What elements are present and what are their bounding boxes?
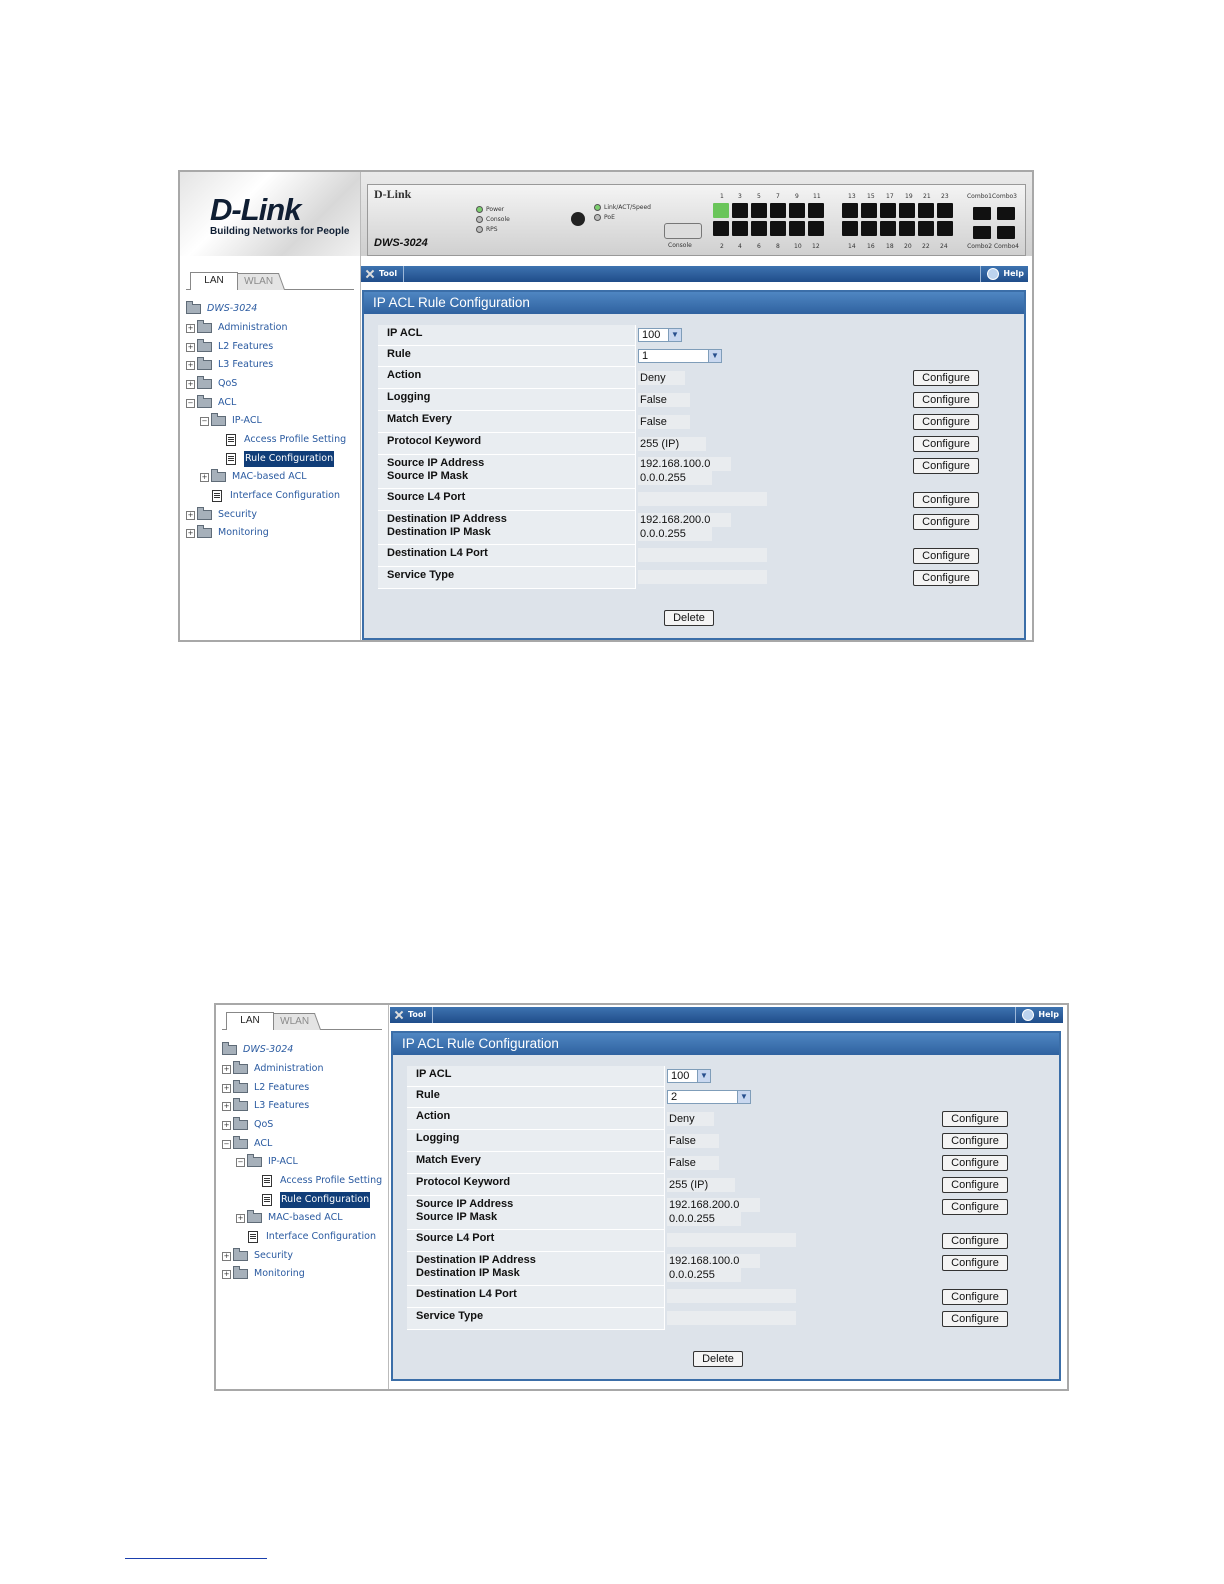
configure-match-every-button[interactable]: Configure (913, 414, 979, 430)
expand-icon[interactable]: + (187, 360, 194, 369)
tool-menu[interactable]: Tool (365, 266, 404, 282)
tree-root[interactable] (186, 301, 257, 317)
tree-item-qos[interactable]: + QoS (187, 378, 238, 389)
page-title: IP ACL Rule Configuration (393, 1033, 1059, 1055)
expand-icon[interactable]: + (187, 379, 194, 388)
tab-wlan[interactable] (267, 1013, 321, 1030)
folder-icon (233, 1064, 248, 1074)
protocol-value: 255 (IP) (638, 437, 706, 451)
port-icon (861, 203, 877, 218)
tool-icon (394, 1010, 404, 1020)
screenshot-rule-2 (214, 1003, 1069, 1391)
action-value: Deny (638, 371, 685, 385)
tab-wlan[interactable] (231, 273, 285, 290)
help-icon (987, 268, 999, 280)
configure-logging-button[interactable]: Configure (942, 1133, 1008, 1149)
field-label: Destination IP Address Destination IP Mask (378, 511, 636, 545)
port-icon (973, 226, 991, 239)
configure-action-button[interactable]: Configure (942, 1111, 1008, 1127)
port-number: 24 (940, 243, 948, 250)
dlink-logo (180, 172, 360, 256)
port-icon (899, 203, 915, 218)
collapse-icon[interactable]: − (237, 1157, 244, 1166)
destination-mask-value: 0.0.0.255 (638, 527, 712, 541)
row-destination-port (407, 1286, 1013, 1308)
port-number: 18 (886, 243, 894, 250)
folder-icon (211, 472, 226, 482)
source-mask-value: 0.0.0.255 (667, 1212, 741, 1226)
tree-item-l2-features[interactable]: + L2 Features (223, 1082, 310, 1093)
port-number: 13 (848, 193, 856, 200)
field-label: Service Type (407, 1308, 665, 1330)
service-type-value (667, 1311, 796, 1325)
field-label: Service Type (378, 567, 636, 589)
folder-icon (222, 1045, 237, 1055)
row-source-ip (407, 1196, 1013, 1230)
combo-label-bottom: Combo2 Combo4 (967, 243, 1019, 250)
folder-icon (247, 1213, 262, 1223)
tab-bar (186, 271, 354, 290)
port-number: 16 (867, 243, 875, 250)
port-icon (732, 203, 748, 218)
chevron-down-icon: ▼ (708, 350, 721, 362)
configure-action-button[interactable]: Configure (913, 370, 979, 386)
port-number: 11 (813, 193, 821, 200)
rule-config-panel (362, 290, 1026, 640)
tree-item-security[interactable]: + Security (187, 509, 258, 520)
port-number: 15 (867, 193, 875, 200)
field-label: IP ACL (378, 325, 636, 346)
expand-icon[interactable]: + (187, 342, 194, 351)
port-icon (808, 221, 824, 236)
footnote-divider (125, 1558, 267, 1559)
row-ip-acl (407, 1066, 1013, 1087)
device-faceplate (367, 184, 1026, 256)
screenshot-rule-1 (178, 170, 1034, 642)
row-logging (378, 389, 984, 411)
port-icon (918, 203, 934, 218)
port-number: 1 (720, 193, 724, 200)
tree-item-access-profile-setting[interactable]: Access Profile Setting (262, 1173, 382, 1189)
combo-label-top: Combo1Combo3 (966, 193, 1017, 200)
expand-icon[interactable]: + (223, 1269, 230, 1278)
port-icon (751, 203, 767, 218)
port-icon (880, 221, 896, 236)
port-number: 12 (812, 243, 820, 250)
port-icon (861, 221, 877, 236)
destination-port-value (638, 548, 767, 562)
port-icon (899, 221, 915, 236)
folder-icon (197, 323, 212, 333)
match-every-value: False (638, 415, 690, 429)
tab-bar (222, 1011, 382, 1030)
expand-icon[interactable]: + (223, 1120, 230, 1129)
expand-icon[interactable]: + (223, 1251, 230, 1260)
tree-item-acl[interactable]: − ACL (223, 1138, 273, 1149)
led-icon (594, 214, 601, 221)
chevron-down-icon: ▼ (668, 329, 681, 341)
row-source-port (407, 1230, 1013, 1252)
tree-item-administration[interactable]: + Administration (187, 322, 288, 333)
field-label: Action (407, 1108, 665, 1130)
field-label: Source IP Address Source IP Mask (407, 1196, 665, 1230)
folder-open-icon (211, 416, 226, 426)
row-match-every (378, 411, 984, 433)
tree-item-l3-features[interactable]: + L3 Features (223, 1100, 310, 1111)
destination-ip-value: 192.168.100.0 (667, 1254, 760, 1268)
destination-mask-value: 0.0.0.255 (667, 1268, 741, 1282)
folder-icon (233, 1120, 248, 1130)
help-menu[interactable]: Help (1015, 1007, 1059, 1023)
expand-icon[interactable]: + (187, 528, 194, 537)
content-pane (361, 172, 1032, 640)
status-leds: Power Console RPS (476, 205, 510, 235)
field-label: Destination L4 Port (407, 1286, 665, 1308)
page-title: IP ACL Rule Configuration (364, 292, 1024, 314)
tree-root-label: DWS-3024 (243, 1044, 294, 1055)
expand-icon[interactable]: + (223, 1101, 230, 1110)
expand-icon[interactable]: + (237, 1213, 244, 1222)
folder-open-icon (247, 1157, 262, 1167)
field-label: Destination L4 Port (378, 545, 636, 567)
chevron-down-icon: ▼ (697, 1070, 710, 1082)
tree-root-label: DWS-3024 (207, 303, 258, 314)
port-icon (997, 226, 1015, 239)
logging-value: False (638, 393, 690, 407)
row-source-port (378, 489, 984, 511)
tree-item-interface-configuration[interactable]: Interface Configuration (248, 1229, 376, 1245)
rule-select[interactable]: 1 ▼ (638, 349, 722, 363)
tree-item-security[interactable]: + Security (223, 1250, 294, 1261)
navigation-pane (180, 172, 361, 640)
folder-open-icon (233, 1139, 248, 1149)
port-number: 23 (941, 193, 949, 200)
tab-wlan-label: WLAN (243, 276, 273, 287)
row-protocol (378, 433, 984, 455)
tree-item-qos[interactable]: + QoS (223, 1119, 274, 1130)
port-number: 19 (905, 193, 913, 200)
tree-item-monitoring[interactable]: + Monitoring (223, 1268, 305, 1279)
folder-icon (186, 304, 201, 314)
port-icon (842, 221, 858, 236)
configure-source-ip-button[interactable]: Configure (913, 458, 979, 474)
configure-logging-button[interactable]: Configure (913, 392, 979, 408)
logging-value: False (667, 1134, 719, 1148)
led-icon (476, 216, 483, 223)
collapse-icon[interactable]: − (223, 1139, 230, 1148)
led-icon (476, 226, 483, 233)
port-icon (789, 221, 805, 236)
expand-icon[interactable]: + (223, 1083, 230, 1092)
tree-item-mac-based-acl[interactable]: + MAC-based ACL (237, 1212, 343, 1223)
switch-front-panel (361, 172, 1032, 256)
row-rule (407, 1087, 1013, 1108)
panel-logo: D-Link (374, 187, 412, 201)
document-icon (262, 1175, 272, 1187)
rule-select[interactable]: 2 ▼ (667, 1090, 751, 1104)
port-icon (918, 221, 934, 236)
expand-icon[interactable]: + (187, 510, 194, 519)
port-number: 6 (757, 243, 761, 250)
field-label: IP ACL (407, 1066, 665, 1087)
port-icon (751, 221, 767, 236)
tree-item-rule-configuration[interactable]: Rule Configuration (226, 451, 334, 467)
chevron-down-icon: ▼ (737, 1091, 750, 1103)
folder-icon (197, 360, 212, 370)
field-label: Protocol Keyword (407, 1174, 665, 1196)
expand-icon[interactable]: + (187, 323, 194, 332)
console-port-icon (664, 223, 702, 239)
combo-ports (973, 207, 1015, 239)
row-logging (407, 1130, 1013, 1152)
port-icon (732, 221, 748, 236)
configure-protocol-button[interactable]: Configure (913, 436, 979, 452)
navigation-pane (216, 1005, 389, 1389)
port-number: 5 (757, 193, 761, 200)
source-ip-value: 192.168.200.0 (667, 1198, 760, 1212)
folder-icon (197, 528, 212, 538)
port-number: 9 (795, 193, 799, 200)
port-icon (997, 207, 1015, 220)
row-source-ip (378, 455, 984, 489)
port-icon (770, 203, 786, 218)
ip-acl-select[interactable]: 100 ▼ (638, 328, 682, 342)
port-icon (842, 203, 858, 218)
led-icon (594, 204, 601, 211)
brand-tagline: Building Networks for People (210, 226, 350, 237)
row-action (407, 1108, 1013, 1130)
row-service-type (407, 1308, 1013, 1330)
row-action (378, 367, 984, 389)
port-number: 4 (738, 243, 742, 250)
field-label: Source L4 Port (378, 489, 636, 511)
configure-destination-port-button[interactable]: Configure (913, 548, 979, 564)
ip-acl-select[interactable]: 100 ▼ (667, 1069, 711, 1083)
folder-icon (233, 1101, 248, 1111)
tree-item-administration[interactable]: + Administration (223, 1063, 324, 1074)
row-rule (378, 346, 984, 367)
port-icon (973, 207, 991, 220)
document-icon (226, 453, 236, 465)
port-number: 22 (922, 243, 930, 250)
tab-wlan-label: WLAN (279, 1016, 309, 1027)
device-model: DWS-3024 (374, 237, 428, 249)
field-label: Match Every (407, 1152, 665, 1174)
port-number: 2 (720, 243, 724, 250)
folder-icon (233, 1269, 248, 1279)
source-mask-value: 0.0.0.255 (638, 471, 712, 485)
field-label: Rule (378, 346, 636, 367)
port-icon (880, 203, 896, 218)
port-icon (789, 203, 805, 218)
tab-lan[interactable]: LAN (226, 1012, 274, 1030)
delete-button[interactable]: Delete (664, 610, 714, 626)
toolbar (390, 1007, 1063, 1023)
port-number: 7 (776, 193, 780, 200)
field-label: Logging (407, 1130, 665, 1152)
folder-icon (233, 1083, 248, 1093)
tree-item-interface-configuration[interactable]: Interface Configuration (212, 488, 340, 504)
configure-service-type-button[interactable]: Configure (913, 570, 979, 586)
folder-icon (197, 379, 212, 389)
tree-item-mac-based-acl[interactable]: + MAC-based ACL (201, 471, 307, 482)
expand-icon[interactable]: + (223, 1064, 230, 1073)
port-icon (808, 203, 824, 218)
configure-destination-port-button[interactable]: Configure (942, 1289, 1008, 1305)
folder-open-icon (197, 398, 212, 408)
port-number: 17 (886, 193, 894, 200)
port-number: 20 (904, 243, 912, 250)
tree-item-rule-configuration[interactable]: Rule Configuration (262, 1192, 370, 1208)
port-group-1 (713, 203, 824, 236)
match-every-value: False (667, 1156, 719, 1170)
tab-lan[interactable]: LAN (190, 272, 238, 290)
field-label: Destination IP Address Destination IP Mask (407, 1252, 665, 1286)
tree-item-access-profile-setting[interactable]: Access Profile Setting (226, 432, 346, 448)
port-leds: Link/ACT/Speed PoE (594, 203, 651, 223)
console-label: Console (668, 242, 692, 249)
toolbar (361, 266, 1028, 282)
rule-config-panel (391, 1031, 1061, 1381)
configure-service-type-button[interactable]: Configure (942, 1311, 1008, 1327)
field-label: Source L4 Port (407, 1230, 665, 1252)
source-port-value (667, 1233, 796, 1247)
port-icon (713, 203, 729, 218)
configure-destination-ip-button[interactable]: Configure (913, 514, 979, 530)
tree-item-acl[interactable]: − ACL (187, 397, 237, 408)
document-icon (248, 1231, 258, 1243)
port-number: 10 (794, 243, 802, 250)
tree-item-ip-acl[interactable]: − IP-ACL (201, 415, 262, 426)
tool-icon (365, 269, 375, 279)
document-icon (226, 434, 236, 446)
help-menu[interactable]: Help (980, 266, 1024, 282)
protocol-value: 255 (IP) (667, 1178, 735, 1192)
configure-source-ip-button[interactable]: Configure (942, 1199, 1008, 1215)
row-protocol (407, 1174, 1013, 1196)
field-label: Protocol Keyword (378, 433, 636, 455)
port-icon (937, 221, 953, 236)
destination-port-value (667, 1289, 796, 1303)
port-icon (713, 221, 729, 236)
field-label: Match Every (378, 411, 636, 433)
tree-item-l3-features[interactable]: + L3 Features (187, 359, 274, 370)
tree-item-l2-features[interactable]: + L2 Features (187, 341, 274, 352)
tree-item-ip-acl[interactable]: − IP-ACL (237, 1156, 298, 1167)
field-label: Action (378, 367, 636, 389)
row-destination-port (378, 545, 984, 567)
row-ip-acl (378, 325, 984, 346)
action-value: Deny (667, 1112, 714, 1126)
brand-name: D-Link (210, 192, 301, 227)
delete-button[interactable]: Delete (693, 1351, 743, 1367)
led-icon (476, 206, 483, 213)
folder-icon (197, 510, 212, 520)
configure-protocol-button[interactable]: Configure (942, 1177, 1008, 1193)
port-number: 14 (848, 243, 856, 250)
document-icon (212, 490, 222, 502)
reset-button-icon (571, 212, 585, 226)
tree-root[interactable] (222, 1042, 293, 1058)
service-type-value (638, 570, 767, 584)
configure-destination-ip-button[interactable]: Configure (942, 1255, 1008, 1271)
port-number: 3 (738, 193, 742, 200)
configure-match-every-button[interactable]: Configure (942, 1155, 1008, 1171)
destination-ip-value: 192.168.200.0 (638, 513, 731, 527)
row-match-every (407, 1152, 1013, 1174)
expand-icon[interactable]: + (201, 472, 208, 481)
source-ip-value: 192.168.100.0 (638, 457, 731, 471)
collapse-icon[interactable]: − (201, 416, 208, 425)
field-label: Rule (407, 1087, 665, 1108)
port-number: 8 (776, 243, 780, 250)
port-icon (937, 203, 953, 218)
configure-source-port-button[interactable]: Configure (942, 1233, 1008, 1249)
folder-icon (233, 1251, 248, 1261)
row-service-type (378, 567, 984, 589)
help-icon (1022, 1009, 1034, 1021)
folder-icon (197, 342, 212, 352)
port-number: 21 (923, 193, 931, 200)
document-icon (262, 1194, 272, 1206)
content-pane (390, 1005, 1067, 1389)
port-group-2 (842, 203, 953, 236)
row-destination-ip (407, 1252, 1013, 1286)
collapse-icon[interactable]: − (187, 398, 194, 407)
configure-source-port-button[interactable]: Configure (913, 492, 979, 508)
row-destination-ip (378, 511, 984, 545)
port-icon (770, 221, 786, 236)
field-label: Source IP Address Source IP Mask (378, 455, 636, 489)
tree-item-monitoring[interactable]: + Monitoring (187, 527, 269, 538)
source-port-value (638, 492, 767, 506)
field-label: Logging (378, 389, 636, 411)
tool-menu[interactable]: Tool (394, 1007, 433, 1023)
